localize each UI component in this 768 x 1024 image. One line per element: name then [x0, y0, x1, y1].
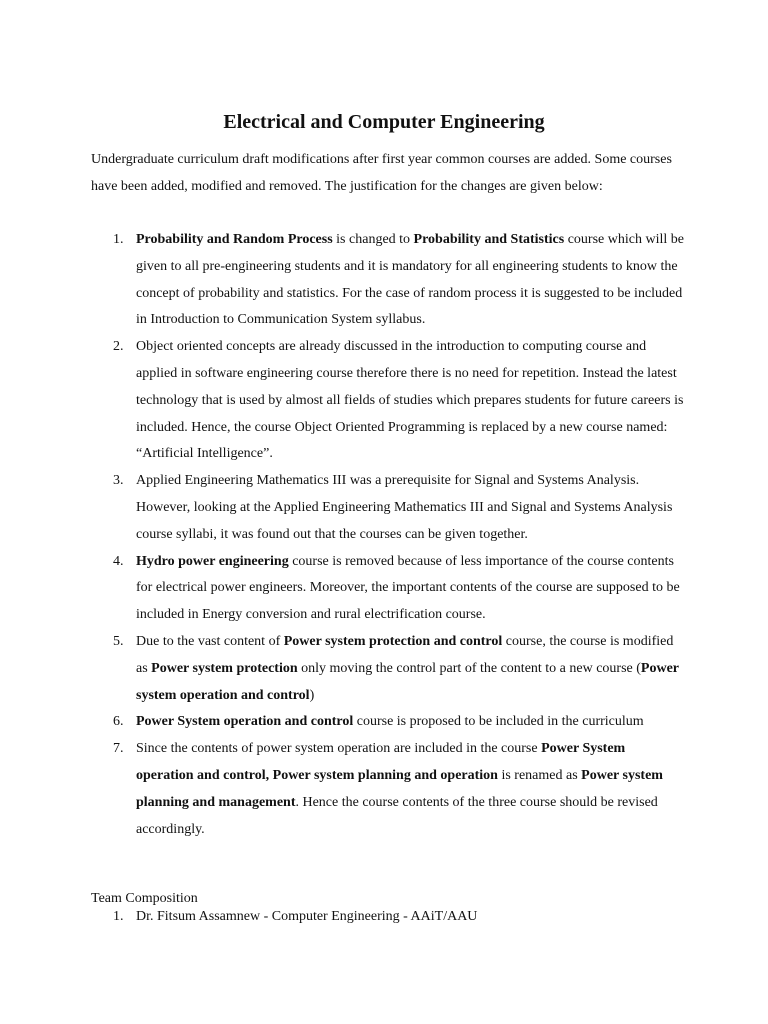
list-item-text — [136, 709, 686, 736]
text-run: Due to the vast content of — [136, 633, 284, 649]
text-run: Applied Engineering Mathematics III was a prerequisite for Signal and Systems Analysis. However, looking at the Applied Engineering Mathematics III and Signal and Systems Analysis course syllabi, it was found out that the courses can be given together. — [136, 473, 673, 542]
course-name-bold: Power system protection — [151, 660, 298, 676]
text-run: course is removed because of less importance of the course contents for electrical power engineers. Moreover, the important contents of the course are supposed to be included in Energy conversion and rural electrification course. — [136, 553, 680, 623]
list-item — [91, 709, 691, 736]
page-title: Electrical and Computer Engineering — [223, 111, 545, 133]
text-run: Since the contents of power system operation are included in the course — [136, 741, 542, 757]
list-number: 1. — [113, 232, 124, 247]
text-run: Object oriented concepts are already discussed in the introduction to computing course and applied in software engineering course therefore there is no need for repetition. Instead the latest technology that is used by almost all fields of studies which prepares students for future careers is included. Hence, the course Object Oriented Programming is replaced by a new course named: “Artificial Intelligence”. — [136, 339, 684, 462]
list-number: 2. — [113, 339, 124, 355]
list-item-text — [136, 629, 686, 709]
list-item-text — [136, 334, 686, 468]
course-name-bold: Hydro power engineering — [136, 553, 289, 569]
course-name-bold: Power system protection and control — [283, 633, 503, 649]
text-run: only moving the control part of the content to a new course ( — [297, 660, 641, 676]
course-name-bold: Power system planning and management — [136, 767, 663, 810]
text-run: . Hence the course contents of the three course should be revised accordingly. — [136, 794, 658, 837]
team-heading: Team Composition — [91, 891, 198, 906]
list-item — [91, 736, 691, 843]
text-run: is renamed as — [497, 767, 582, 783]
list-item-text — [136, 736, 686, 843]
list-number: 1. — [113, 909, 124, 924]
course-name-bold: Probability and Random Process — [136, 232, 333, 247]
course-name-bold: Power System operation and control, Power system planning and operation — [136, 741, 626, 783]
list-item-text — [136, 227, 686, 334]
list-item — [91, 629, 691, 709]
text-run: course is proposed to be included in the curriculum — [353, 714, 644, 730]
list-item — [91, 468, 691, 548]
course-name-bold: Probability and Statistics — [413, 232, 565, 247]
text-run: is changed to — [332, 232, 414, 247]
list-number: 5. — [113, 633, 124, 649]
team-member: Dr. Fitsum Assamnew - Computer Engineering - AAiT/AAU — [136, 909, 478, 924]
list-number: 7. — [113, 741, 124, 757]
list-item-text — [136, 468, 686, 548]
text-run: course, the course is modified as — [136, 633, 674, 676]
course-name-bold: Power System operation and control — [136, 714, 354, 730]
list-item-text — [136, 549, 686, 629]
list-item — [91, 549, 691, 629]
intro-paragraph: Undergraduate curriculum draft modifications after first year common courses are added. Some courses have been added, modified and removed. The justification for the changes are given below: — [91, 152, 672, 194]
list-number: 6. — [113, 714, 124, 730]
justification-list — [91, 227, 691, 843]
list-number: 4. — [113, 553, 124, 569]
text-run: ) — [309, 687, 315, 703]
course-name-bold: Power system operation and control — [136, 660, 679, 703]
list-number: 3. — [113, 473, 124, 489]
text-run: course which will be given to all pre-engineering students and it is mandatory for all engineering students to know the concept of probability and statistics. For the case of random process it is suggested to be included in Introduction to Communication System syllabus. — [136, 232, 684, 328]
list-item — [91, 227, 691, 334]
list-item — [91, 906, 691, 928]
list-item — [91, 334, 691, 468]
team-list — [91, 906, 691, 928]
